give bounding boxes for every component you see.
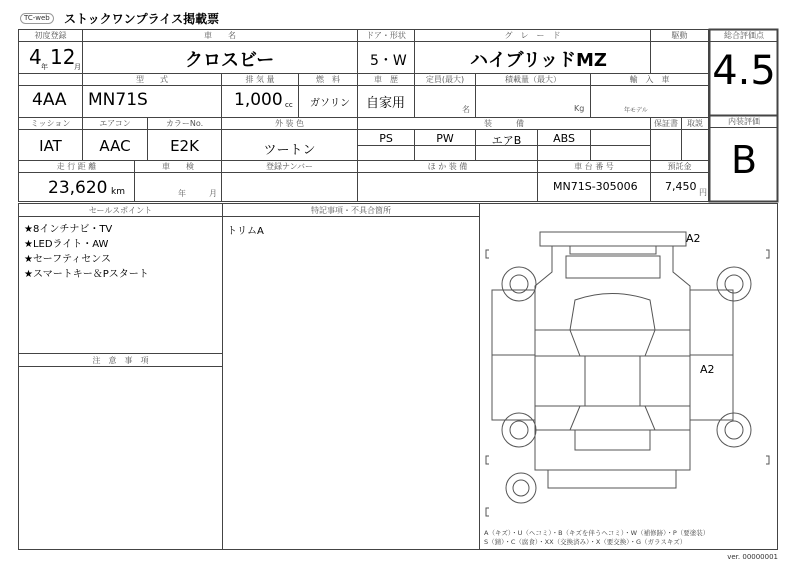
chassis-label: 車 台 番 号 bbox=[574, 162, 614, 171]
import-label: 輸 入 車 bbox=[629, 75, 670, 84]
load-label: 積載量（最大） bbox=[505, 75, 561, 84]
drive-label: 駆動 bbox=[671, 31, 688, 40]
equip-pw: PW bbox=[436, 132, 454, 145]
reg-year-unit: 年 bbox=[41, 63, 48, 71]
logo: TC-web bbox=[20, 13, 54, 24]
km-unit: km bbox=[111, 187, 125, 197]
warranty-label: 保証書 bbox=[654, 119, 678, 128]
interior-eval-label: 内装評価 bbox=[728, 117, 760, 126]
model-value: MN71S bbox=[88, 90, 148, 110]
color-no-value: E2K bbox=[170, 137, 199, 155]
sales-point: ★LEDライト・AW bbox=[24, 239, 109, 250]
notes-text: トリムA bbox=[227, 226, 264, 237]
displacement-value: 1,000 bbox=[234, 90, 283, 110]
equip-airbag: エアB bbox=[491, 134, 522, 147]
deposit-value: 7,450 bbox=[665, 180, 697, 193]
interior-score-value: B bbox=[730, 138, 758, 182]
capacity-label: 定員(最大) bbox=[425, 75, 465, 84]
model-label: 型 式 bbox=[136, 75, 168, 84]
reg-number-label: 登録ナンバー bbox=[265, 162, 314, 171]
sales-point: ★スマートキー＆Pスタート bbox=[24, 269, 149, 280]
grade-label: グ レ ー ド bbox=[504, 31, 561, 40]
sales-points-label: セールスポイント bbox=[88, 206, 153, 215]
aircon-label: エアコン bbox=[99, 119, 131, 128]
damage-mark-front: A2 bbox=[686, 232, 701, 245]
reg-year: 4 bbox=[29, 45, 42, 69]
capacity-unit: 名 bbox=[462, 105, 470, 114]
exterior-label: 外 装 色 bbox=[274, 119, 305, 128]
aircon-value: AAC bbox=[99, 137, 131, 155]
sales-point: ★8インチナビ・TV bbox=[24, 224, 113, 235]
page-title: ストックワンプライス掲載票 bbox=[64, 12, 220, 26]
color-no-label: カラーNo. bbox=[165, 119, 204, 128]
damage-mark-side: A2 bbox=[700, 363, 715, 376]
equip-abs: ABS bbox=[553, 132, 575, 145]
displacement-label: 排 気 量 bbox=[245, 75, 275, 84]
legend-line-1: A（キズ）・U（ヘコミ）・B（キズを伴うヘコミ）・W（補修跡）・P（要塗装） bbox=[484, 529, 710, 537]
total-eval-label: 総合評価点 bbox=[724, 31, 764, 40]
chassis-value: MN71S-305006 bbox=[553, 180, 638, 193]
inspection-label: 車 検 bbox=[162, 162, 194, 171]
manual-label: 取説 bbox=[687, 119, 703, 128]
history-label: 車 歴 bbox=[374, 75, 398, 84]
equipment-label: 装 備 bbox=[484, 119, 524, 128]
legend-line-2: S（錆）・C（腐食）・XX（交換済み）・X（要交換）・G（ガラスキズ） bbox=[484, 538, 687, 546]
mission-value: IAT bbox=[39, 137, 62, 155]
fuel-value: ガソリン bbox=[310, 98, 350, 109]
other-equipment-label: ほ か 装 備 bbox=[427, 162, 468, 171]
reg-month: 12 bbox=[50, 45, 76, 69]
mileage-value: 23,620 bbox=[48, 178, 108, 198]
mileage-label: 走 行 距 離 bbox=[56, 162, 97, 171]
car-diagram bbox=[486, 232, 769, 516]
version-label: ver. 00000001 bbox=[727, 553, 778, 561]
equip-ps: PS bbox=[379, 132, 393, 145]
notes-label: 特記事項・不具合箇所 bbox=[311, 206, 391, 215]
insp-month-unit: 月 bbox=[209, 189, 217, 198]
doors-label: ドア・形状 bbox=[366, 31, 406, 40]
doors-value: 5・W bbox=[370, 53, 407, 69]
cc-unit: cc bbox=[285, 101, 293, 109]
import-model-year: 年モデル bbox=[624, 107, 648, 114]
exterior-value: ツートン bbox=[263, 143, 316, 158]
history-value: 自家用 bbox=[366, 96, 406, 111]
sales-points-list bbox=[24, 222, 149, 282]
grade-value: ハイブリッドMZ bbox=[470, 50, 607, 71]
car-name-value: クロスビー bbox=[185, 50, 275, 71]
first-reg-label: 初度登録 bbox=[34, 31, 67, 40]
deposit-label: 預託金 bbox=[667, 162, 692, 171]
reg-month-unit: 月 bbox=[74, 63, 81, 71]
fuel-label: 燃 料 bbox=[316, 75, 340, 84]
mission-label: ミッション bbox=[30, 119, 71, 128]
model-code-value: 4AA bbox=[32, 90, 67, 110]
yen-unit: 円 bbox=[699, 188, 707, 197]
total-score-value: 4.5 bbox=[712, 48, 776, 94]
first-reg-value bbox=[27, 45, 83, 73]
load-unit: Kg bbox=[574, 104, 585, 113]
damage-legend bbox=[484, 529, 709, 547]
insp-year-unit: 年 bbox=[178, 189, 186, 198]
sales-point: ★セーフティセンス bbox=[24, 254, 111, 265]
caution-label: 注 意 事 項 bbox=[92, 356, 149, 365]
car-name-label: 車 名 bbox=[204, 31, 236, 40]
